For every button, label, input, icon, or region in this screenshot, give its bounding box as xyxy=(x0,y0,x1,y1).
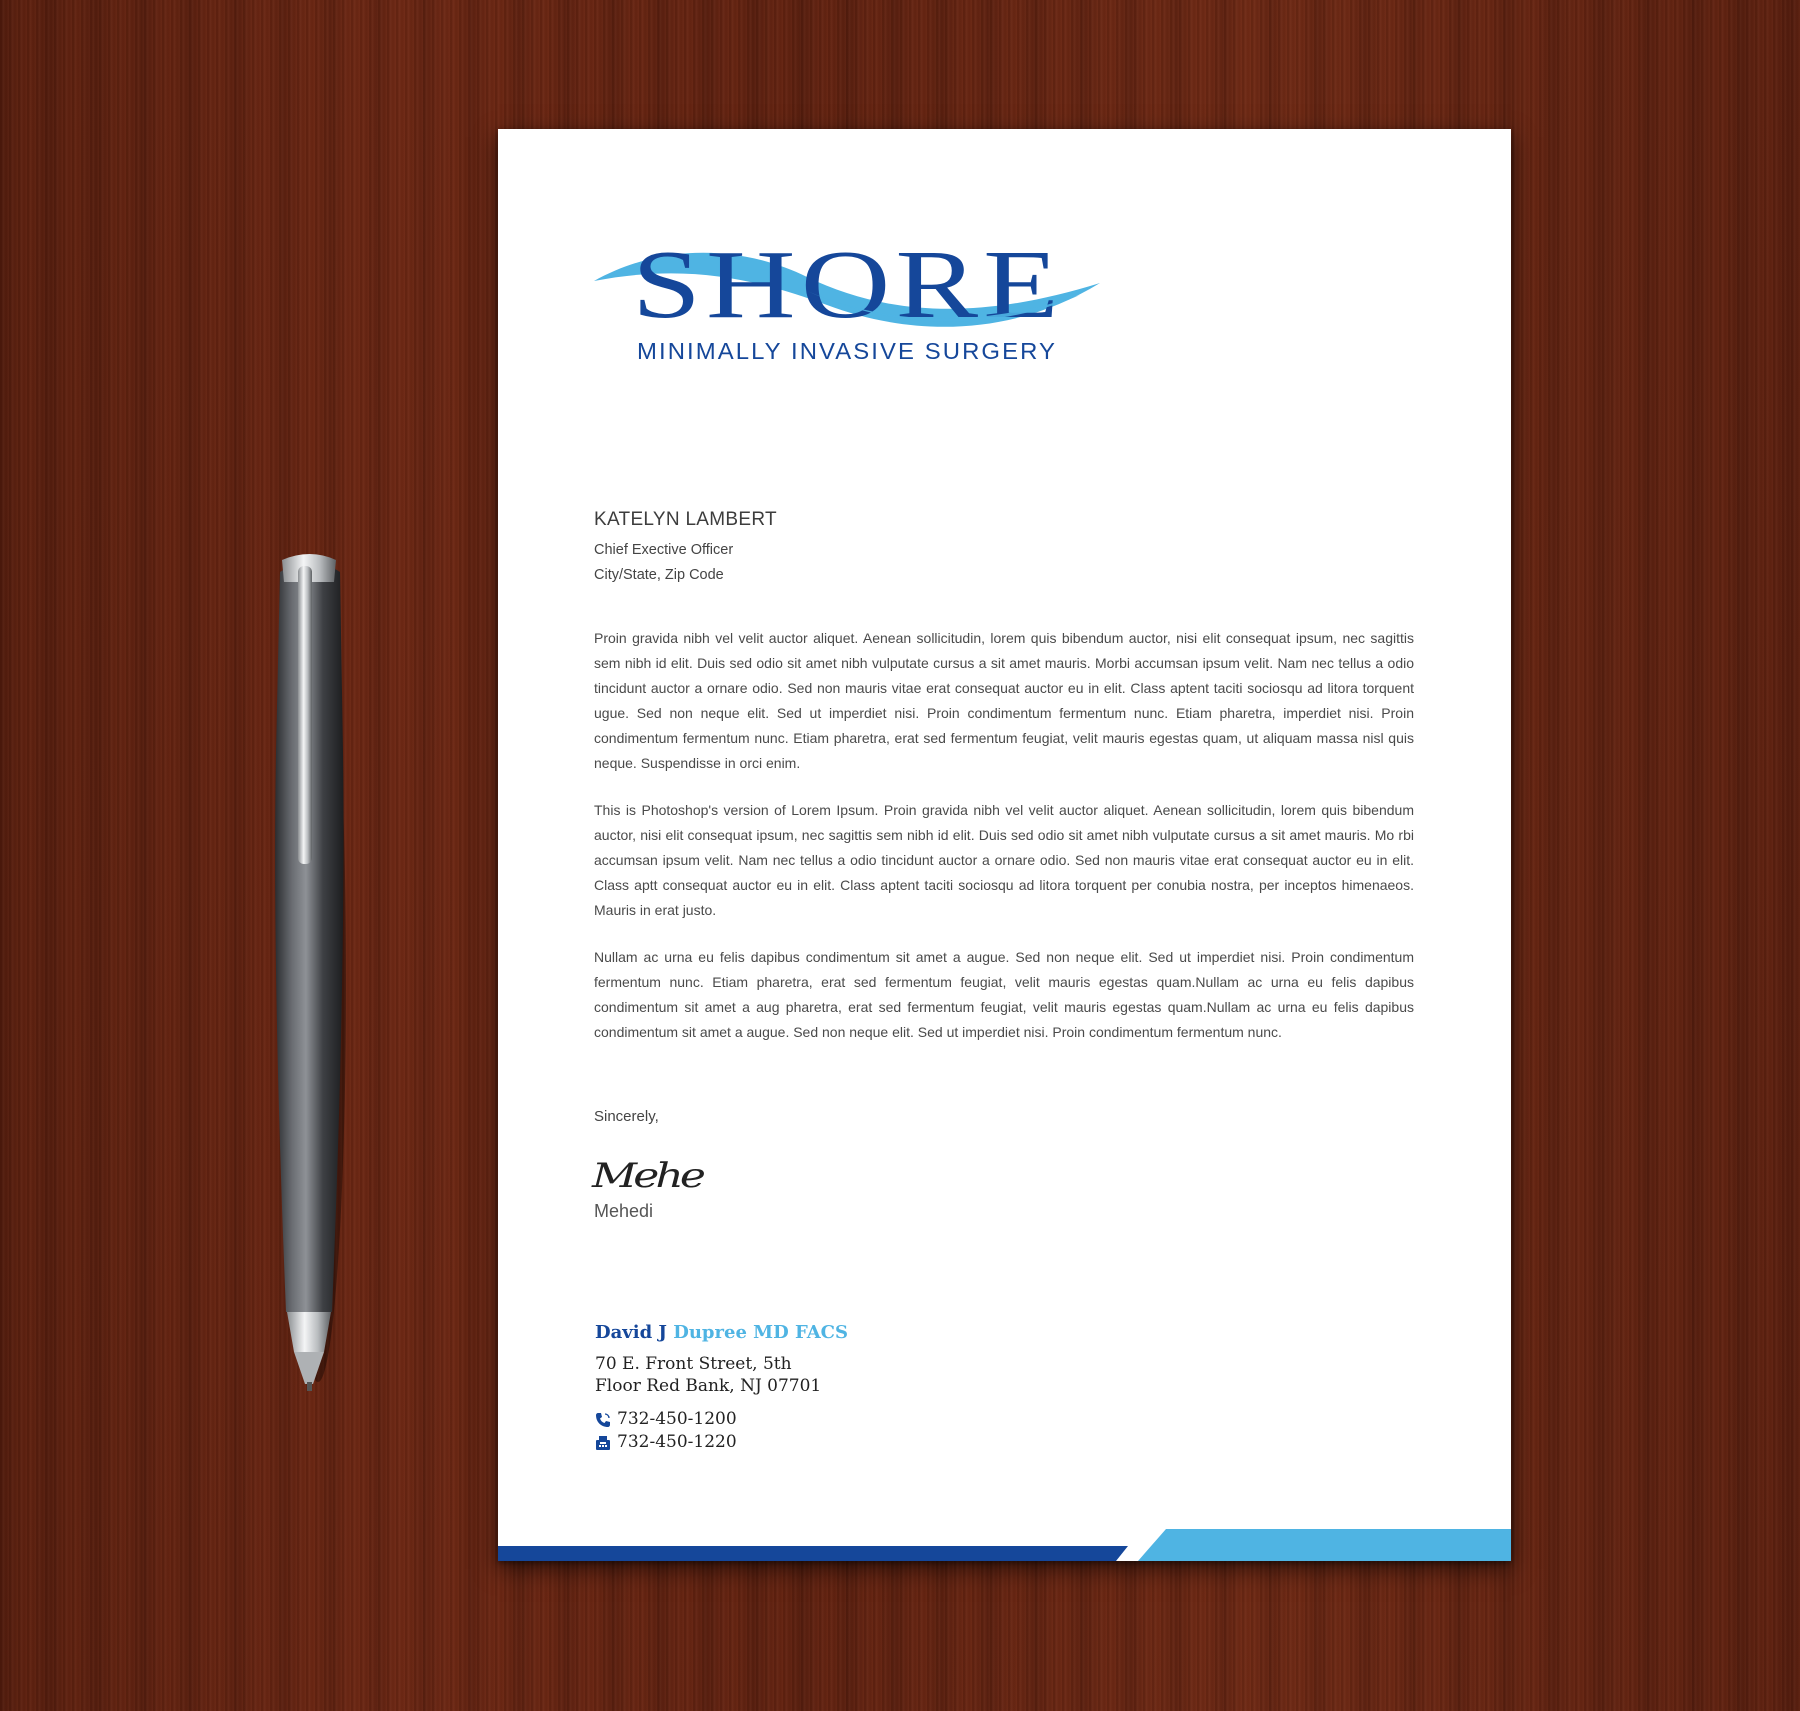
signature-image xyxy=(590,1147,726,1207)
fax-row xyxy=(595,1431,848,1454)
body-paragraph: Nullam ac urna eu felis dapibus condimentum sit amet a augue. Sed non neque elit. Sed ut imperdiet nisi. Proin condimentum fermentum nunc. Etiam pharetra, erat sed fermentum feugiat, velit mauris egestas quam.Nullam ac urna eu felis dapibus condimentum sit amet a aug pharetra, erat sed fermentum feugiat, velit mauris egestas quam.Nullam ac urna eu felis dapibus condimentum sit amet a augue. Sed non neque elit. Sed ut imperdiet nisi. Proin condimentum fermentum nunc. xyxy=(594,949,1414,1040)
phone-icon xyxy=(595,1412,611,1428)
recipient-block xyxy=(594,509,777,588)
logo-tagline: MINIMALLY INVASIVE SURGERY xyxy=(637,338,1057,364)
address-line: 70 E. Front Street, 5th xyxy=(595,1354,792,1374)
pen-image xyxy=(270,552,350,1392)
phone-number: 732-450-1200 xyxy=(617,1409,737,1429)
footer-dark-bar xyxy=(498,1546,1128,1561)
contact-block xyxy=(595,1322,848,1454)
letter-body xyxy=(594,626,1414,1067)
phone-row xyxy=(595,1408,848,1431)
shore-logo xyxy=(592,225,1112,375)
recipient-title: Chief Exective Officer xyxy=(594,542,734,558)
footer-bars xyxy=(498,1521,1511,1561)
body-paragraph: Proin gravida nibh vel velit auctor aliquet. Aenean sollicitudin, lorem quis bibendum auctor, nisi elit consequat ipsum, nec sagittis sem nibh id elit. Duis sed odio sit amet nibh vulputate cursus a sit amet mauris. Morbi accumsan ipsum velit. Nam nec tellus a odio tincidunt auctor a ornare odio. Sed non mauris vitae erat consequat auctor eu in elit. Class aptent taciti sociosqu ad litora torquent ugue. Sed non neque elit. Sed ut imperdiet nisi. Proin condimentum fermentum nunc. Etiam pharetra, imperdiet nisi. Proin condimentum fermentum nunc. Etiam pharetra, erat sed fermentum feugiat, velit mauris egestas quam, ut aliquam massa nisl quis neque. Suspendisse in orci enim. xyxy=(594,630,1414,771)
footer-light-bar xyxy=(1138,1529,1511,1561)
recipient-location: City/State, Zip Code xyxy=(594,567,724,583)
fax-number: 732-450-1220 xyxy=(617,1432,737,1452)
doctor-first-name: David J xyxy=(595,1322,667,1343)
signature-script: Mehe xyxy=(590,1156,705,1196)
body-paragraph: This is Photoshop's version of Lorem Ipsum. Proin gravida nibh vel velit auctor aliquet. Aenean sollicitudin, lorem quis bibendum auctor, nisi elit consequat ipsum, nec sagittis sem nibh id elit. Duis sed odio sit amet nibh vulputate cursus a sit amet mauris. Mo rbi accumsan ipsum velit. Nam nec tellus a odio tincidunt auctor a ornare odio. Sed non mauris vitae erat consequat auctor eu in elit. Class aptt consequat auctor eu in elit. Class aptent taciti sociosqu ad litora torquent per conubia nostra, per inceptos himenaeos. Mauris in erat justo. xyxy=(594,802,1414,918)
doctor-last-name: Dupree MD FACS xyxy=(673,1322,848,1343)
logo-wordmark: SHORE xyxy=(632,231,1064,339)
recipient-name: KATELYN LAMBERT xyxy=(594,509,777,530)
closing-salutation: Sincerely, xyxy=(594,1108,659,1125)
doctor-name xyxy=(595,1322,848,1343)
address-line: Floor Red Bank, NJ 07701 xyxy=(595,1376,822,1396)
fax-icon xyxy=(595,1435,611,1451)
letterhead-page xyxy=(498,129,1511,1561)
signer-name: Mehedi xyxy=(594,1201,654,1221)
